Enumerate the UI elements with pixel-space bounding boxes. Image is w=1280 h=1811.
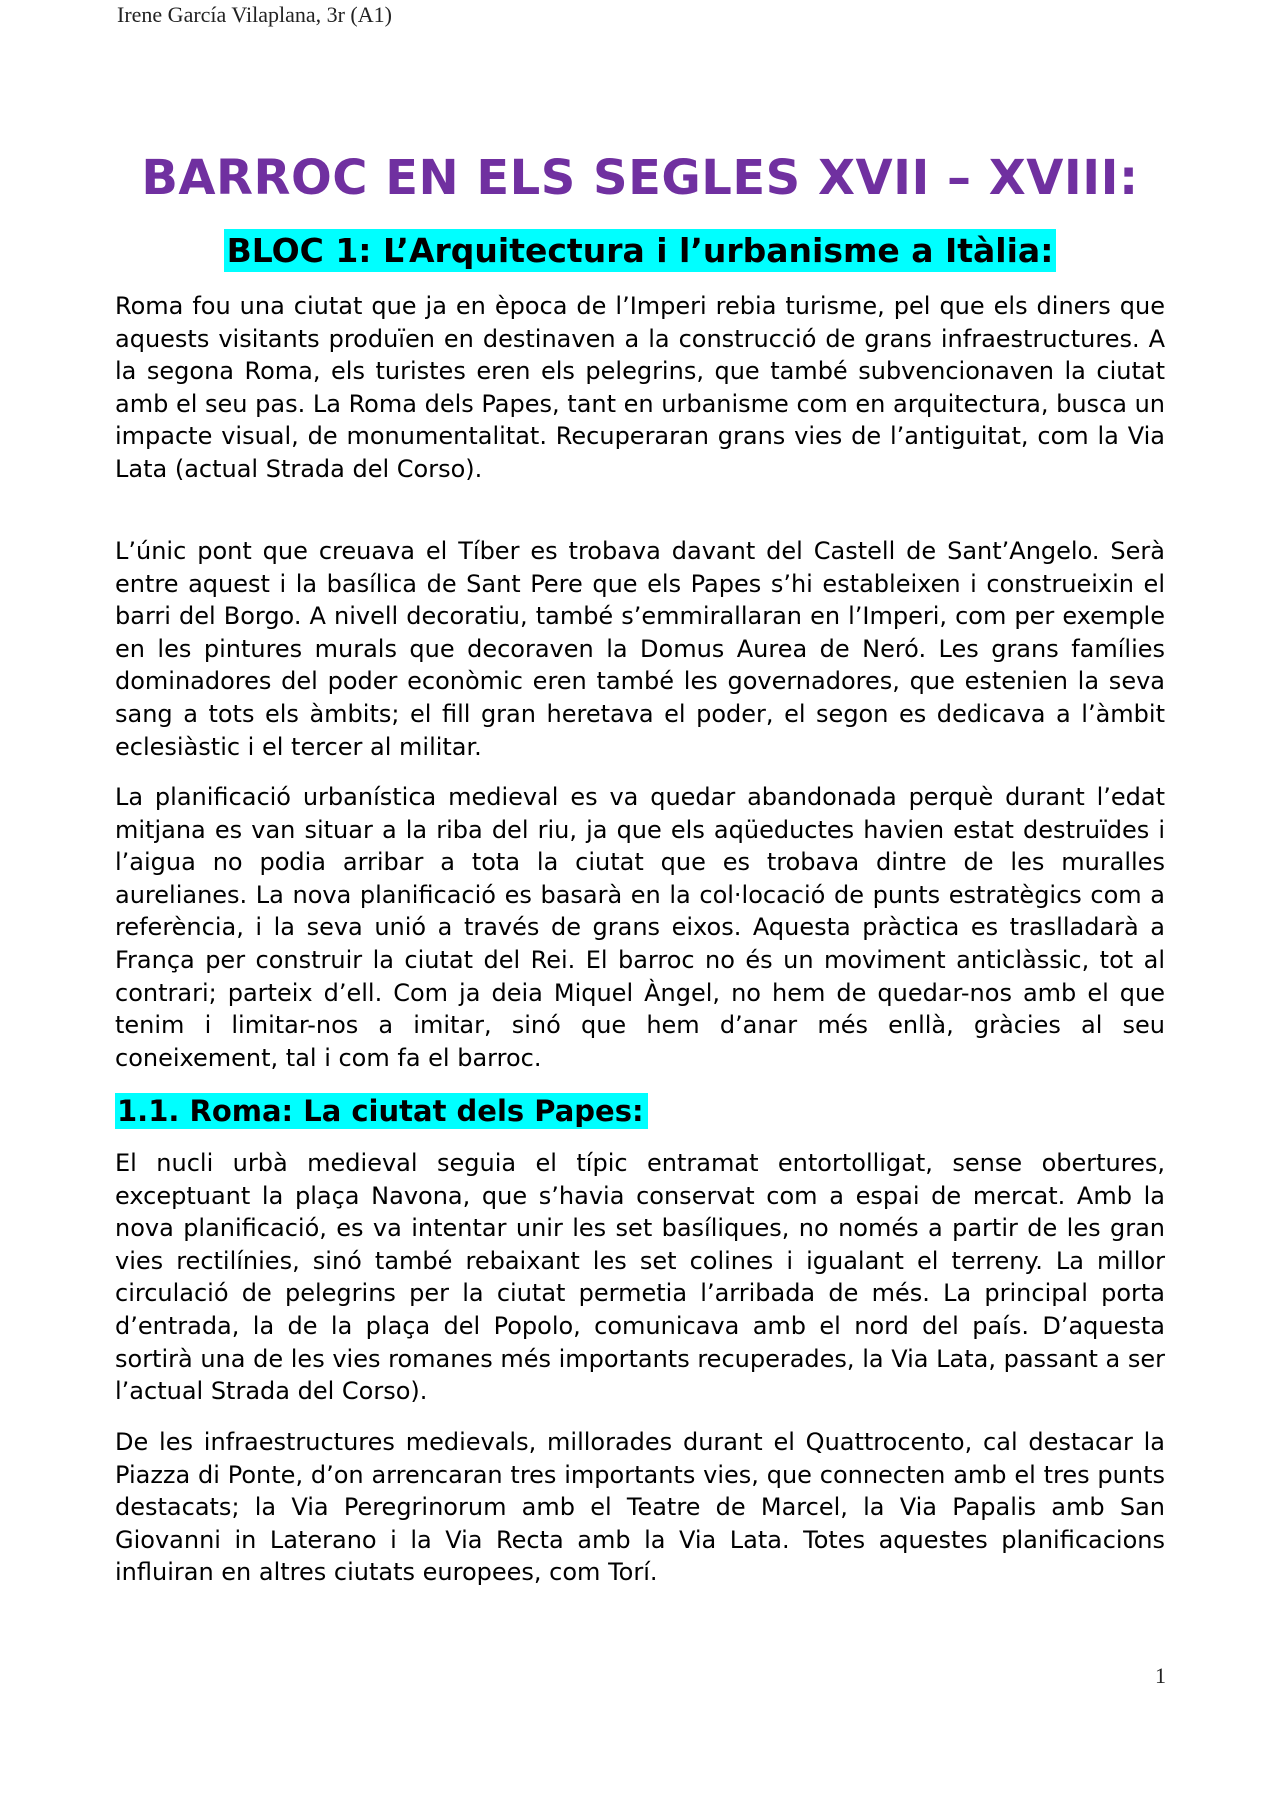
page-number: 1 <box>1155 1663 1166 1688</box>
paragraph-1: Roma fou una ciutat que ja en època de l’Imperi rebia turisme, pel que els diners que aquests visitants produïen en destinaven a la construcció de grans infraestructures. A la segona Roma, els turistes eren els pelegrins, que també subvencionaven la ciutat amb el seu pas. La Roma dels Papes, tant en urbanisme com en arquitectura, busca un impacte visual, de monumentalitat. Recuperaran grans vies de l’antiguitat, com la Via Lata (actual Strada del Corso). <box>115 292 1165 483</box>
section-paragraph-1: El nucli urbà medieval seguia el típic entramat entortolligat, sense obertures, exceptuant la plaça Navona, que s’havia conservat com a espai de mercat. Amb la nova planificació, es va intentar unir les set basíliques, no només a partir de les gran vies rectilínies, sinó també rebaixant les set colines i igualant el terreny. La millor circulació de pelegrins per la ciutat permetia l’arribada de més. La principal porta d’entrada, la de la plaça del Popolo, comunicava amb el nord del país. D’aquesta sortirà una de les vies romanes més importants recuperades, la Via Lata, passant a ser l’actual Strada del Corso). <box>115 1149 1165 1406</box>
page-header-author: Irene García Vilaplana, 3r (A1) <box>117 2 392 27</box>
paragraph-2: L’únic pont que creuava el Tíber es trobava davant del Castell de Sant’Angelo. Serà entre aquest i la basílica de Sant Pere que els Papes s’hi estableixen i construeixin el barri del Borgo. A nivell decoratiu, també s’emmirallaran en l’Imperi, com per exemple en les pintures murals que decoraven la Domus Aurea de Neró. Les grans famílies dominadores del poder econòmic eren també les governadores, que estenien la seva sang a tots els àmbits; el fill gran heretava el poder, el segon es dedicava a l’àmbit eclesiàstic i el tercer al militar. <box>115 537 1165 761</box>
bloc-heading-container <box>0 229 1280 272</box>
paragraph-3: La planificació urbanística medieval es va quedar abandonada perquè durant l’edat mitjana es van situar a la riba del riu, ja que els aqüeductes havien estat destruïdes i l’aigua no podia arribar a tota la ciutat que es trobava dintre de les muralles aurelianes. La nova planificació es basarà en la col·locació de punts estratègics com a referència, i la seva unió a través de grans eixos. Aquesta pràctica es traslladarà a França per construir la ciutat del Rei. El barroc no és un moviment anticlàssic, tot al contrari; parteix d’ell. Com ja deia Miquel Àngel, no hem de quedar-nos amb el que tenim i limitar-nos a imitar, sinó que hem d’anar més enllà, gràcies al seu coneixement, tal i com fa el barroc. <box>115 783 1165 1072</box>
bloc-heading: BLOC 1: L’Arquitectura i l’urbanisme a Itàlia: <box>224 229 1057 272</box>
section-heading: 1.1. Roma: La ciutat dels Papes: <box>115 1093 648 1129</box>
document-title: BARROC EN ELS SEGLES XVII – XVIII: <box>141 150 1139 206</box>
section-paragraph-2: De les infraestructures medievals, millorades durant el Quattrocento, cal destacar la Piazza di Ponte, d’on arrencaran tres importants vies, que connecten amb el tres punts destacats; la Via Peregrinorum amb el Teatre de Marcel, la Via Papalis amb San Giovanni in Laterano i la Via Recta amb la Via Lata. Totes aquestes planificacions influiran en altres ciutats europees, com Torí. <box>115 1428 1165 1587</box>
